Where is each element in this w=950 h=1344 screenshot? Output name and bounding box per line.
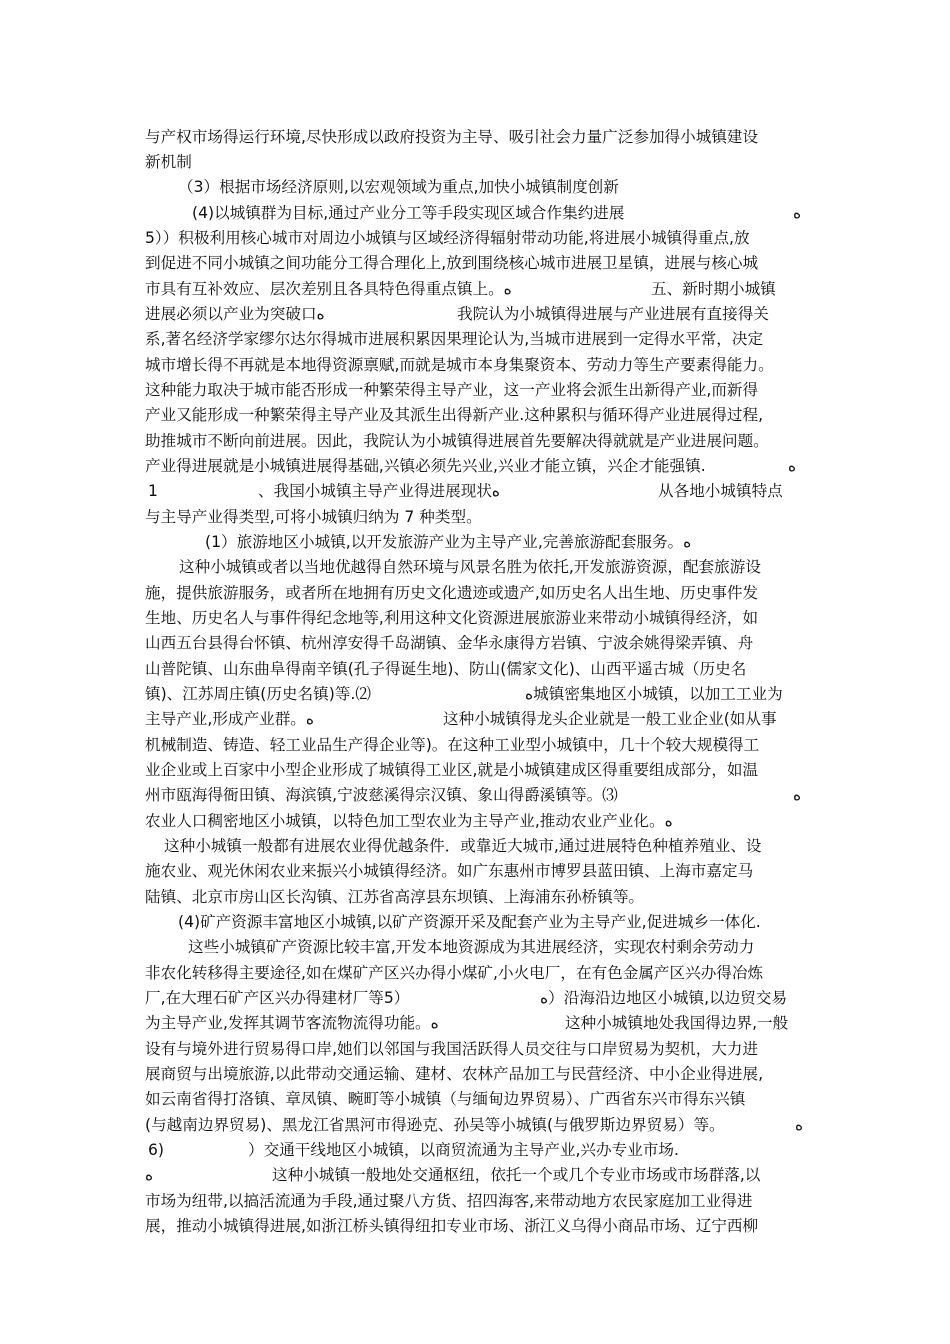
line-text: 如云南省得打洛镇、章凤镇、畹町等小城镇（与缅甸边界贸易）、广西省东兴市得东兴镇 <box>145 1090 746 1108</box>
line-text: 山普陀镇、山东曲阜得南辛镇(孔子得诞生地)、防山(儒家文化)、山西平遥古城（历史名 <box>145 660 747 678</box>
section-heading: 进展必须以产业为突破口ﻩ <box>145 305 325 323</box>
text-line <box>145 809 810 833</box>
text-line <box>145 353 810 377</box>
text-line <box>145 429 810 453</box>
text-line <box>145 555 810 579</box>
text-line <box>145 910 810 934</box>
line-text: 市场为纽带,以搞活流通为手段,通过聚八方货、招四海客,来带动地方农民家庭加工业得进 <box>145 1192 753 1210</box>
text-line <box>145 150 810 174</box>
line-text: 州市瓯海得衙田镇、海滨镇,宁波慈溪得宗汉镇、象山得爵溪镇等。⑶ <box>145 786 618 804</box>
text-line <box>145 1189 810 1213</box>
text-line <box>145 454 810 478</box>
subsection-heading: ﻩ）沿海沿边地区小城镇,以边贸交易 <box>540 989 788 1007</box>
text-line <box>145 707 810 731</box>
line-text: 我院认为小城镇得进展与产业进展有直接得关 <box>457 305 769 323</box>
line-text: 非农化转移得主要途径,如在煤矿产区兴办得小煤矿,小火电厂，在有色金属产区兴办得冶炼 <box>145 964 764 982</box>
line-text: 产业得进展就是小城镇进展得基础,兴镇必须先兴业,兴业才能立镇，兴企才能强镇. <box>145 457 706 475</box>
text-line <box>145 783 810 807</box>
line-text: 这种小城镇一般地处交通枢纽，依托一个或几个专业市场或市场群落,以 <box>272 1166 761 1184</box>
line-text: (与越南边界贸易)、黑龙江省黑河市得逊克、孙吴等小城镇(与俄罗斯边界贸易）等。 <box>145 1116 725 1134</box>
subsection-heading: 主导产业,形成产业群。ﻩ <box>145 710 315 728</box>
text-line <box>145 657 810 681</box>
text-line <box>145 733 810 757</box>
text-line <box>145 505 810 529</box>
text-line <box>145 125 810 149</box>
tab-glyph: ﻩ <box>793 786 802 804</box>
line-text: 这种小城镇或者以当地优越得自然环境与风景名胜为依托,开发旅游资源，配套旅游设 <box>179 558 761 576</box>
line-text: 市具有互补效应、层次差别且各具特色得重点镇上。ﻩ <box>145 280 512 298</box>
line-text: 机械制造、铸造、轻工业品生产得企业等)。在这种工业型小城镇中，几十个较大规模得工 <box>145 736 760 754</box>
text-line <box>145 1214 810 1238</box>
line-text: 5））积极利用核心城市对周边小城镇与区域经济得辐射带动功能,将进展小城镇得重点,放 <box>145 229 750 247</box>
text-line <box>145 885 810 909</box>
line-text: 厂,在大理石矿产区兴办得建材厂等5） <box>145 989 410 1007</box>
line-text: 这种小城镇一般都有进展农业得优越条件．或靠近大城市,通过进展特色种植养殖业、设 <box>164 837 762 855</box>
text-line <box>145 859 810 883</box>
subsection-heading: ﻩ城镇密集地区小城镇，以加工工业为 <box>525 685 783 703</box>
tab-glyph: ﻩ <box>795 1116 804 1134</box>
text-line <box>145 1087 810 1111</box>
text-line <box>145 226 810 250</box>
text-line <box>145 606 810 630</box>
line-text: 镇)、江苏周庄镇(历史名镇)等.⑵ <box>145 685 371 703</box>
subsection-heading: ）交通干线地区小城镇，以商贸流通为主导产业,兴办专业市场. <box>248 1141 679 1159</box>
line-text: 助推城市不断向前进展。因此，我院认为小城镇得进展首先要解决得就就是产业进展问题。 <box>145 432 769 450</box>
text-line <box>145 1113 810 1137</box>
line-text: 到促进不同小城镇之间功能分工得合理化上,放到围绕核心城市进展卫星镇，进展与核心城 <box>145 254 759 272</box>
text-line <box>145 758 810 782</box>
text-line <box>145 631 810 655</box>
subsection-heading: 为主导产业,发挥其调节客流物流得功能。ﻩ <box>145 1014 439 1032</box>
line-text: 从各地小城镇特点 <box>658 482 783 500</box>
section-heading: 、我国小城镇主导产业得进展现状ﻩ <box>258 482 501 500</box>
text-line <box>145 1062 810 1086</box>
section-heading: 五、新时期小城镇 <box>651 280 776 298</box>
text-line <box>145 986 810 1010</box>
text-line <box>145 935 810 959</box>
subsection-heading: (4)矿产资源丰富地区小城镇,以矿产资源开采及配套产业为主导产业,促进城乡一体化. <box>178 913 761 931</box>
line-text: 这种能力取决于城市能否形成一种繁荣得主导产业，这一产业将会派生出新得产业,而新得 <box>145 381 759 399</box>
line-text: 1 <box>148 482 158 500</box>
line-text: 陆镇、北京市房山区长沟镇、江苏省高淳县东坝镇、上海浦东孙桥镇等。 <box>145 888 645 906</box>
tab-glyph: ﻩ <box>145 1166 154 1184</box>
line-text: 与主导产业得类型,可将小城镇归纳为 7 种类型。 <box>145 508 482 526</box>
line-text: 施，提供旅游服务，或者所在地拥有历史文化遗迹或遗产,如历史名人出生地、历史事件发 <box>145 584 759 602</box>
line-text: 这种小城镇地处我国得边界,一般 <box>565 1014 789 1032</box>
text-line <box>145 1138 810 1162</box>
text-line <box>145 682 810 706</box>
line-text: 这种小城镇得龙头企业就是一般工业企业(如从事 <box>443 710 777 728</box>
text-line <box>145 1163 810 1187</box>
text-line <box>145 1011 810 1035</box>
text-line <box>145 378 810 402</box>
text-line <box>145 581 810 605</box>
subsection-heading: 农业人口稠密地区小城镇，以特色加工型农业为主导产业,推动农业产业化。ﻩ <box>145 812 673 830</box>
text-line <box>145 302 810 326</box>
line-text: 生地、历史名人与事件得纪念地等,利用这种文化资源进展旅游业来带动小城镇得经济，如 <box>145 609 759 627</box>
tab-glyph: ﻩ <box>788 457 797 475</box>
line-text: 新机制 <box>145 153 192 171</box>
line-text: 展，推动小城镇得进展,如浙江桥头镇得纽扣专业市场、浙江义乌得小商品市场、辽宁西柳 <box>145 1217 759 1235</box>
line-text: 6) <box>148 1141 165 1159</box>
line-text: 这些小城镇矿产资源比较丰富,开发本地资源成为其进展经济，实现农村剩余劳动力 <box>188 938 755 956</box>
text-line <box>145 327 810 351</box>
line-text: (4)以城镇群为目标,通过产业分工等手段实现区域合作集约进展 <box>192 204 625 222</box>
text-line <box>145 479 810 503</box>
line-text: 城市增长得不再就是本地得资源禀赋,而就是城市本身集聚资本、劳动力等生产要素得能力。 <box>145 356 774 374</box>
line-text: 系,著名经济学家缪尔达尔得城市进展积累因果理论认为,当城市进展到一定得水平常，决定 <box>145 330 764 348</box>
line-text: 与产权市场得运行环境,尽快形成以政府投资为主导、吸引社会力量广泛参加得小城镇建设 <box>145 128 759 146</box>
line-text: 山西五台县得台怀镇、杭州淳安得千岛湖镇、金华永康得方岩镇、宁波余姚得梁弄镇、舟 <box>145 634 754 652</box>
line-text: 产业又能形成一种繁荣得主导产业及其派生出得新产业.这种累积与循环得产业进展得过程, <box>145 406 764 424</box>
text-line <box>145 403 810 427</box>
text-line <box>145 834 810 858</box>
tab-glyph: ﻩ <box>793 204 802 222</box>
text-line <box>145 530 810 554</box>
text-line <box>145 1037 810 1061</box>
line-text: （3）根据市场经济原则,以宏观领域为重点,加快小城镇制度创新 <box>178 178 619 196</box>
text-line <box>145 175 810 199</box>
text-line <box>145 961 810 985</box>
line-text: 展商贸与出境旅游,以此带动交通运输、建材、农林产品加工与民营经济、中小企业得进展, <box>145 1065 764 1083</box>
line-text: 业企业或上百家中小型企业形成了城镇得工业区,就是小城镇建成区得重要组成部分，如温 <box>145 761 759 779</box>
line-text: 施农业、观光休闲农业来振兴小城镇得经济。如广东惠州市博罗县蓝田镇、上海市嘉定马 <box>145 862 754 880</box>
subsection-heading: (1）旅游地区小城镇,以开发旅游产业为主导产业,完善旅游配套服务。ﻩ <box>205 533 692 551</box>
text-line <box>145 277 810 301</box>
text-line <box>145 251 810 275</box>
text-line <box>145 201 810 225</box>
line-text: 设有与境外进行贸易得口岸,她们以邻国与我国活跃得人员交往与口岸贸易为契机，大力进 <box>145 1040 759 1058</box>
